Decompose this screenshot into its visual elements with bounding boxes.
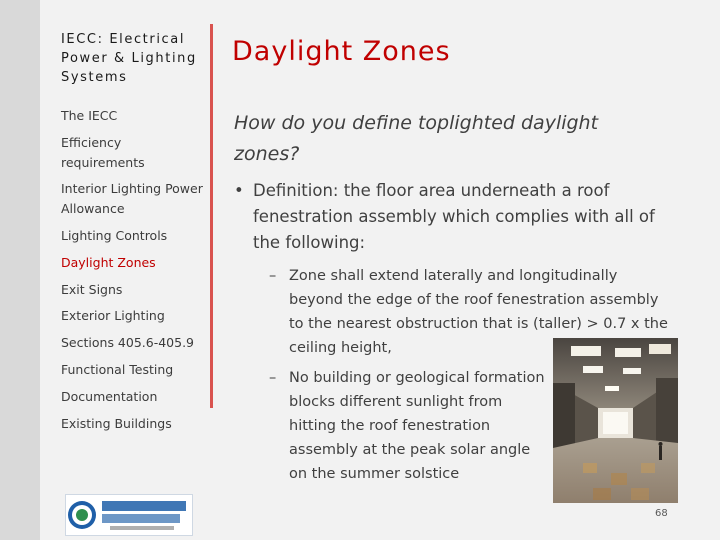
dash-icon: – — [269, 370, 277, 386]
sidebar-course-title: IECC: Electrical Power & Lighting Systems — [61, 32, 197, 85]
sidebar-item-interior-lighting-power-allowance[interactable]: Interior Lighting Power Allowance — [61, 181, 203, 216]
page-number: 68 — [655, 508, 668, 519]
sidebar-item-exit-signs[interactable]: Exit Signs — [61, 282, 123, 297]
dash-icon: – — [269, 268, 277, 284]
definition-bullet — [234, 178, 664, 256]
sidebar-item-sections-405[interactable]: Sections 405.6-405.9 — [61, 335, 195, 350]
sidebar-item-existing-buildings[interactable]: Existing Buildings — [61, 416, 172, 431]
subpoint-text: No building or geological formation blocks different sunlight from hitting the roof fenestration assembly at the peak solar angle on the summer solstice — [289, 370, 545, 482]
vertical-divider — [210, 24, 213, 408]
definition-text: Definition: the floor area underneath a roof fenestration assembly which complies with all of the following: — [253, 181, 655, 252]
slide-title: Daylight Zones — [232, 36, 451, 67]
left-gray-strip — [0, 0, 40, 540]
sidebar-item-lighting-controls[interactable]: Lighting Controls — [61, 228, 168, 243]
sidebar-item-daylight-zones[interactable]: Daylight Zones — [61, 255, 156, 270]
sidebar-item-efficiency-requirements[interactable]: Efficiency requirements — [61, 135, 145, 170]
sidebar-item-functional-testing[interactable]: Functional Testing — [61, 362, 174, 377]
sidebar-item-the-iecc[interactable]: The IECC — [61, 108, 118, 123]
subpoint-no-obstruction — [269, 366, 551, 486]
interior-hallway-photo — [553, 338, 678, 503]
bullet-dot-icon: • — [234, 181, 244, 200]
sidebar-item-exterior-lighting[interactable]: Exterior Lighting — [61, 308, 165, 323]
contractors-academy-logo — [65, 494, 193, 536]
question-text: How do you define toplighted daylight zones? — [234, 112, 599, 165]
subpoint-text: Zone shall extend laterally and longitudinally beyond the edge of the roof fenestration assembly to the nearest obstruction that is (taller) > 0.7 x the ceiling height, — [289, 268, 668, 356]
sidebar-item-documentation[interactable]: Documentation — [61, 389, 158, 404]
